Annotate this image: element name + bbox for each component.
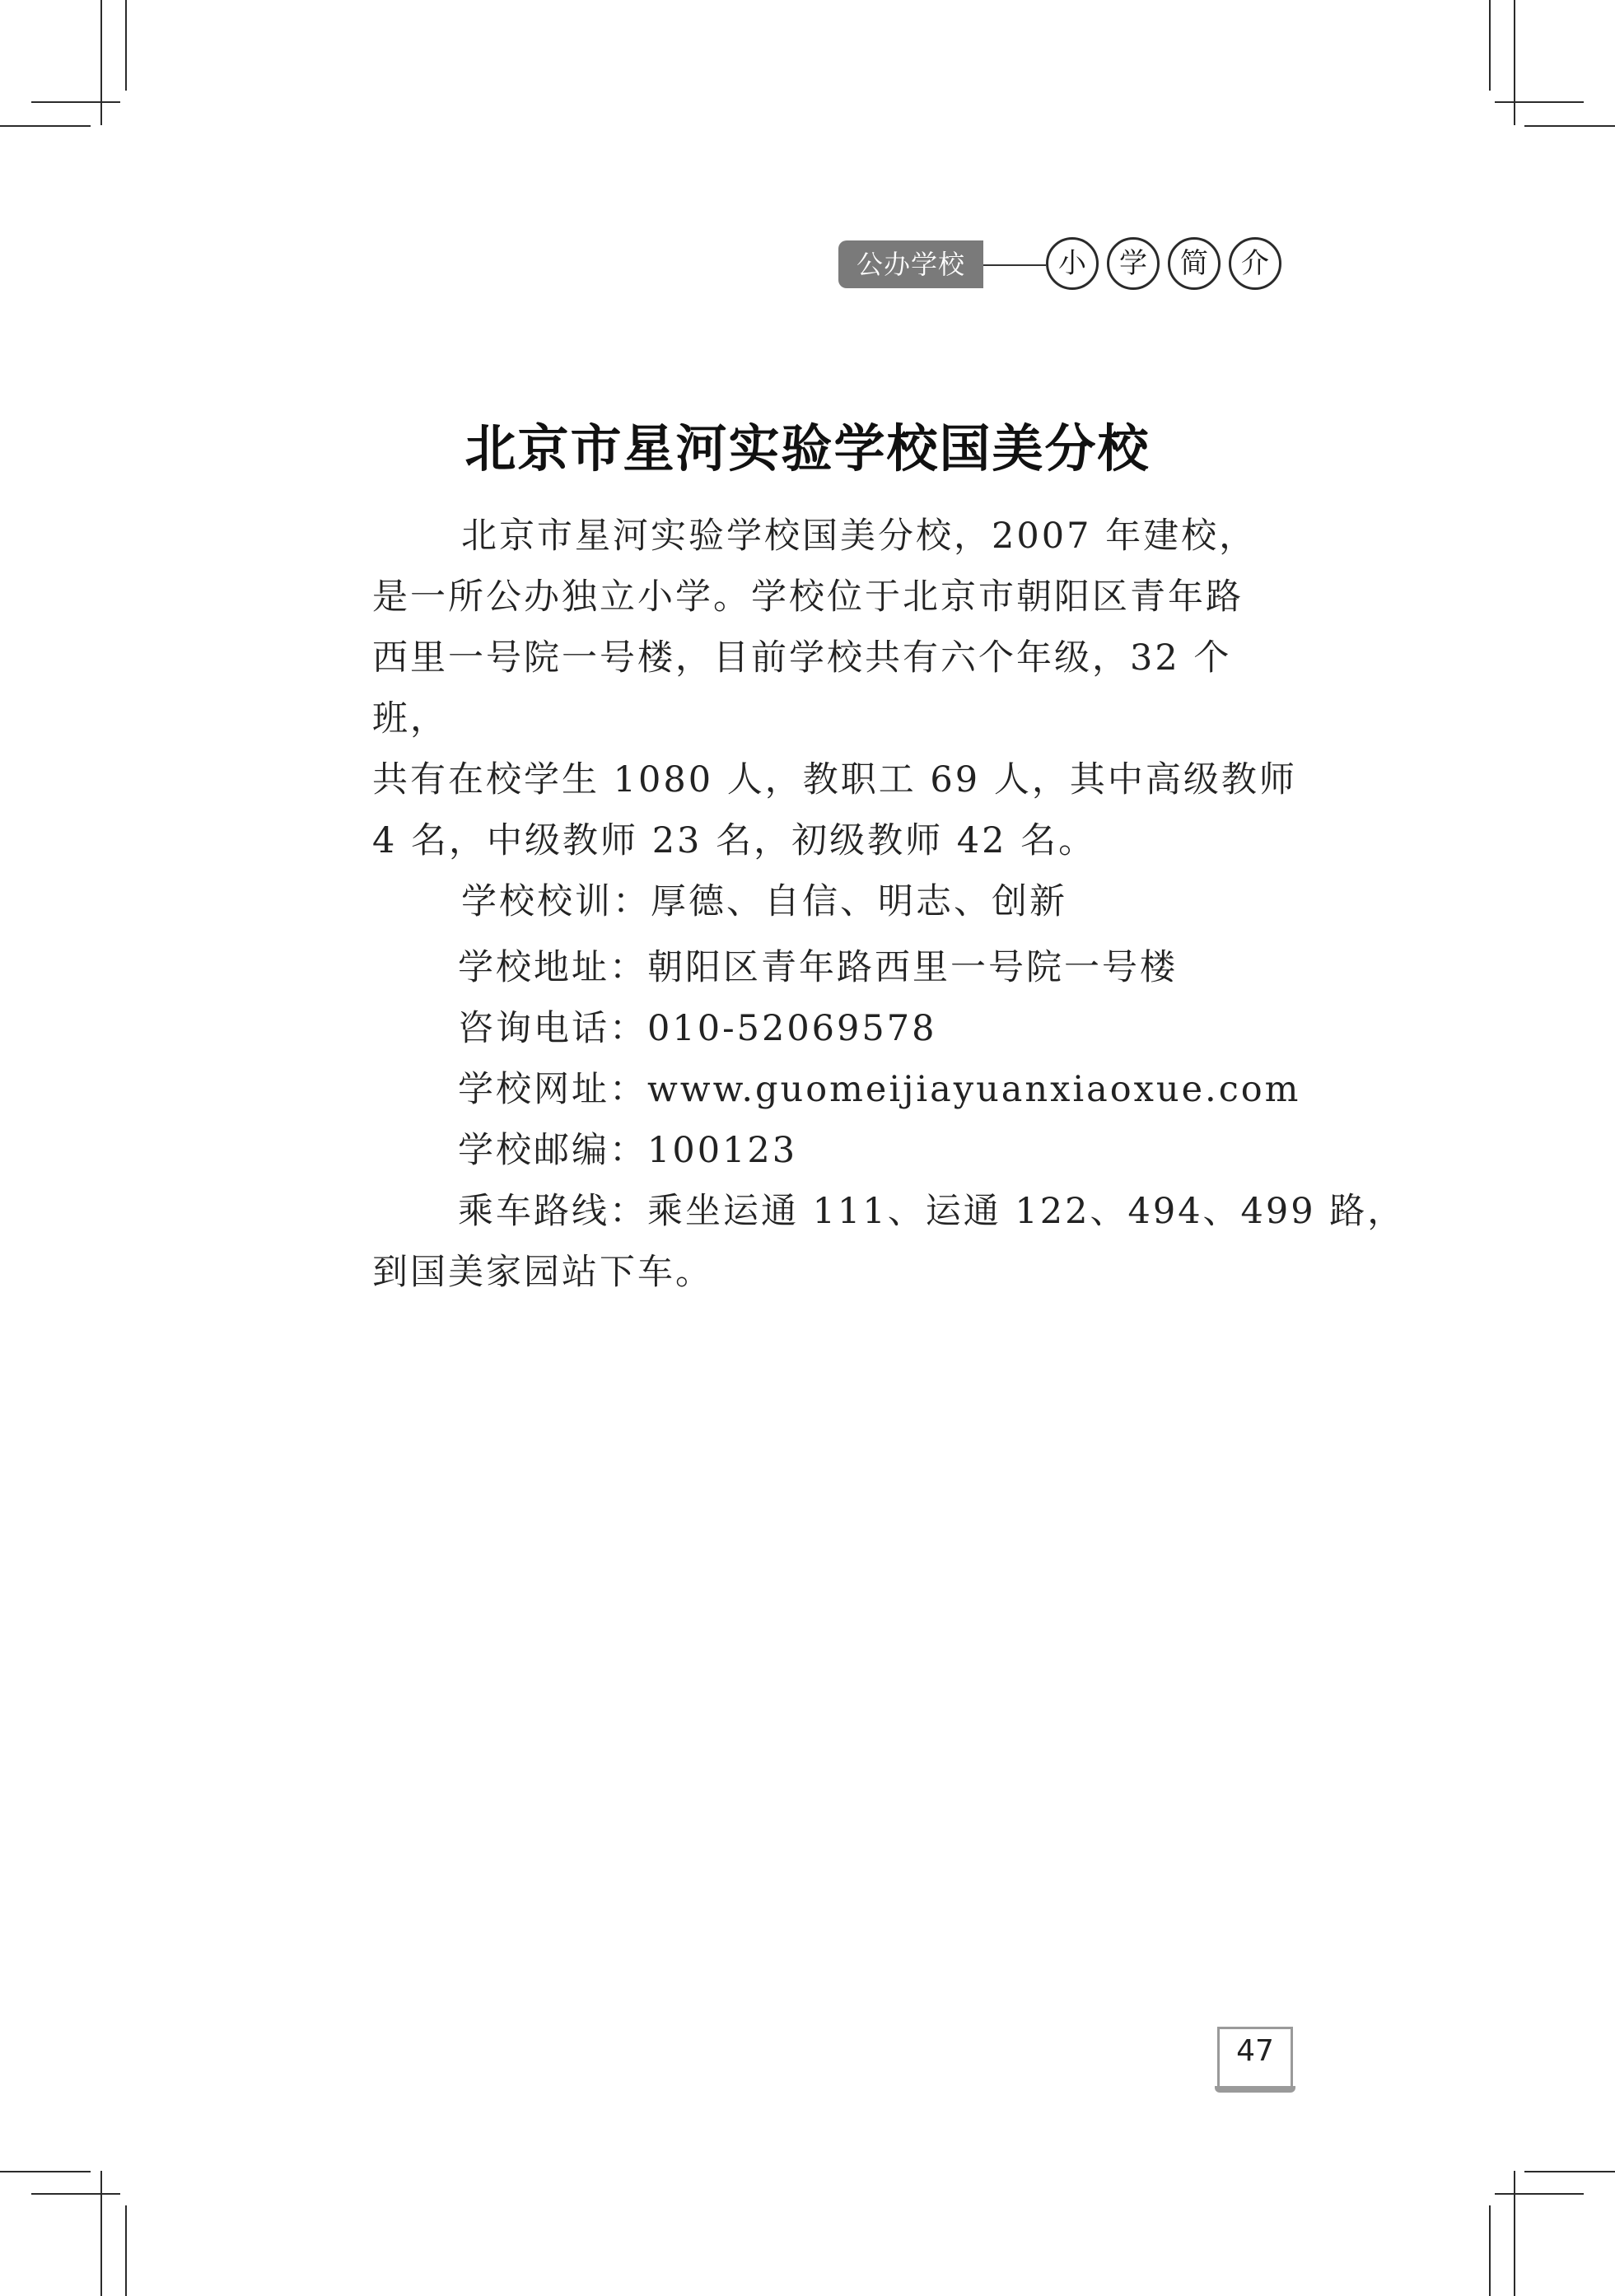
crop-mark: [125, 0, 127, 91]
crop-mark: [1495, 101, 1584, 103]
header-circle-char: 简: [1168, 237, 1221, 290]
school-postcode: 学校邮编：100123: [458, 1130, 798, 1171]
crop-mark: [1524, 2171, 1615, 2172]
page-number: 47: [1236, 2034, 1274, 2068]
crop-mark: [0, 125, 91, 127]
crop-mark: [1495, 2193, 1584, 2195]
school-address: 学校地址：朝阳区青年路西里一号院一号楼: [458, 947, 1178, 988]
header-connector-line: [983, 264, 1046, 266]
crop-mark: [100, 0, 102, 125]
crop-mark: [1514, 2171, 1515, 2296]
intro-line: 北京市星河实验学校国美分校，2007 年建校，: [461, 516, 1258, 557]
transit-route-continued: 到国美家园站下车。: [372, 1252, 713, 1293]
crop-mark: [125, 2205, 127, 2296]
school-motto: 学校校训：厚德、自信、明志、创新: [461, 881, 1067, 922]
page-title: 北京市星河实验学校国美分校: [464, 418, 1151, 478]
crop-mark: [31, 101, 120, 103]
page-number-badge: [1217, 2027, 1293, 2088]
school-website: 学校网址：www.guomeijiayuanxiaoxue.com: [458, 1069, 1301, 1110]
crop-mark: [1514, 0, 1515, 125]
header-circle-char: 小: [1046, 237, 1099, 290]
section-header: [838, 237, 1290, 292]
crop-mark: [100, 2171, 102, 2296]
header-circle-char: 学: [1107, 237, 1160, 290]
intro-line: 是一所公办独立小学。学校位于北京市朝阳区青年路: [372, 576, 1244, 618]
transit-route: 乘车路线：乘坐运通 111、运通 122、494、499 路，: [458, 1191, 1406, 1232]
intro-line: 西里一号院一号楼，目前学校共有六个年级，32 个班，: [372, 637, 1232, 740]
crop-mark: [1489, 0, 1491, 91]
header-circle-char: 介: [1229, 237, 1281, 290]
intro-line: 4 名，中级教师 23 名，初级教师 42 名。: [372, 820, 1097, 861]
crop-mark: [1489, 2205, 1491, 2296]
crop-mark: [0, 2171, 91, 2172]
intro-line: 共有在校学生 1080 人，教职工 69 人，其中高级教师: [372, 759, 1297, 800]
book-base-decoration: [1215, 2086, 1295, 2093]
crop-mark: [1524, 125, 1615, 127]
section-tag: 公办学校: [838, 240, 983, 288]
school-phone: 咨询电话：010-52069578: [458, 1008, 937, 1049]
intro-paragraph: [372, 506, 1298, 932]
crop-mark: [31, 2193, 120, 2195]
